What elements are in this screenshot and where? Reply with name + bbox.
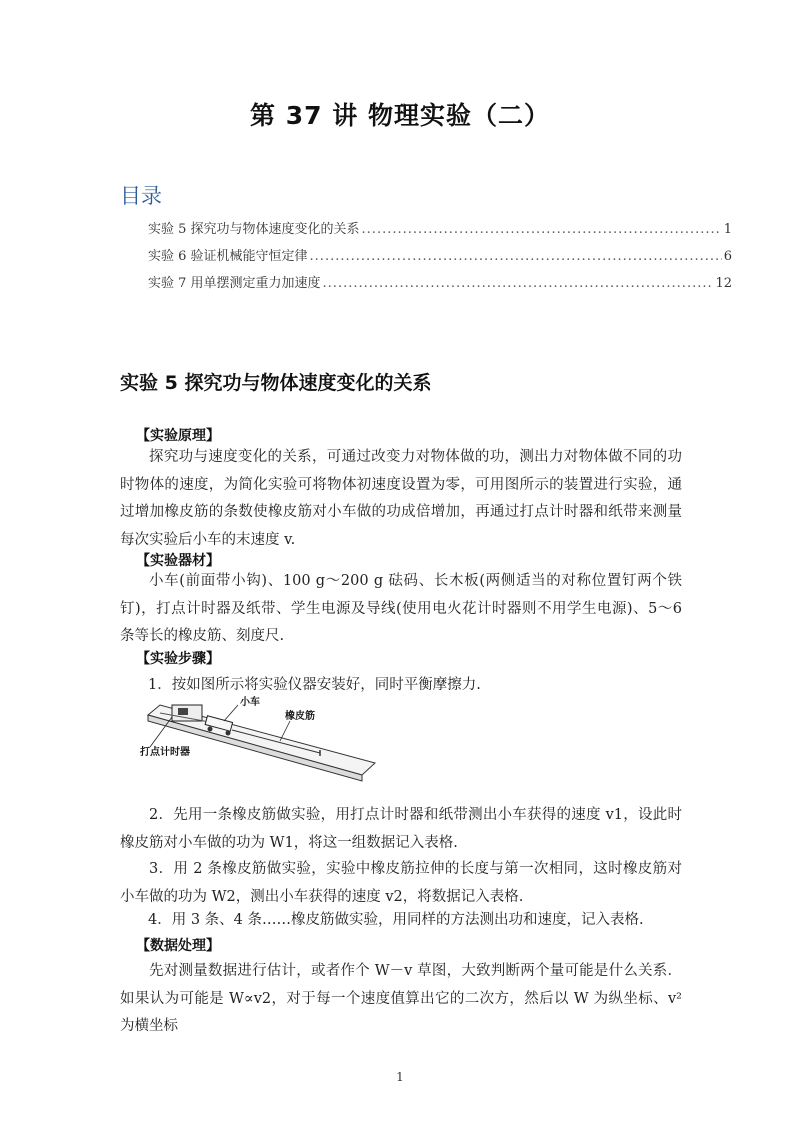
rubber-band-label: 橡皮筋 bbox=[285, 711, 315, 722]
section-heading: 实验 5 探究功与物体速度变化的关系 bbox=[120, 372, 432, 394]
cart-wheel bbox=[208, 727, 213, 732]
toc-entry[interactable] bbox=[148, 218, 732, 237]
equipment-text: 小车(前面带小钩)、100 g～200 g 砝码、长木板(两侧适当的对称位置钉两个铁钉)，打点计时器及纸带、学生电源及导线(使用电火花计时器则不用学生电源)、5～6 条等长的橡皮筋、刻度尺. bbox=[120, 573, 682, 645]
step-1: 1．按如图所示将实验仪器安装好，同时平衡摩擦力. bbox=[148, 677, 481, 693]
step-2: 2．先用一条橡皮筋做实验，用打点计时器和纸带测出小车获得的速度 v1，设此时橡皮筋对小车做的功为 W1，将这一组数据记入表格. bbox=[120, 807, 682, 851]
toc-entry-label: 实验 5 探究功与物体速度变化的关系 bbox=[148, 222, 360, 237]
step-4: 4．用 3 条、4 条……橡皮筋做实验，用同样的方法测出功和速度，记入表格. bbox=[148, 912, 644, 928]
step-3: 3．用 2 条橡皮筋做实验，实验中橡皮筋拉伸的长度与第一次相同，这时橡皮筋对小车做的功为 W2，测出小车获得的速度 v2，将数据记入表格. bbox=[120, 861, 682, 905]
page-title: 第 37 讲 物理实验（二） bbox=[250, 101, 550, 130]
cart-label: 小车 bbox=[240, 697, 260, 708]
toc-entry[interactable] bbox=[148, 272, 732, 291]
cart-wheel bbox=[226, 731, 231, 736]
principle-heading: 【实验原理】 bbox=[136, 428, 220, 444]
toc-entry-label: 实验 7 用单摆测定重力加速度 bbox=[148, 276, 321, 291]
steps-heading: 【实验步骤】 bbox=[136, 651, 220, 667]
equipment-heading: 【实验器材】 bbox=[136, 553, 220, 569]
toc-entry-label: 实验 6 验证机械能守恒定律 bbox=[148, 249, 308, 264]
toc-entry[interactable] bbox=[148, 245, 732, 264]
apparatus-figure bbox=[140, 695, 380, 790]
toc-leader bbox=[362, 222, 722, 237]
toc-entry-page: 1 bbox=[723, 222, 732, 237]
toc-entry-page: 12 bbox=[715, 276, 732, 291]
timer-detail bbox=[178, 708, 188, 715]
principle-text: 探究功与速度变化的关系，可通过改变力对物体做的功，测出力对物体做不同的功时物体的速度，为简化实验可将物体初速度设置为零，可用图所示的装置进行实验，通过增加橡皮筋的条数使橡皮筋对小车做的功成倍增加，再通过打点计时器和纸带来测量每次实验后小车的末速度 v. bbox=[120, 449, 682, 548]
toc-heading: 目录 bbox=[120, 184, 162, 208]
cart-leader bbox=[224, 705, 238, 721]
timer-label: 打点计时器 bbox=[140, 747, 190, 758]
toc-leader bbox=[323, 276, 714, 291]
rubber-leader bbox=[280, 721, 290, 741]
toc-leader bbox=[310, 249, 722, 264]
toc-entry-page: 6 bbox=[723, 249, 732, 264]
page-number: 1 bbox=[396, 1070, 404, 1084]
data-processing-text: 先对测量数据进行估计，或者作个 W－v 草图，大致判断两个量可能是什么关系．如果认为可能是 W∝v2，对于每一个速度值算出它的二次方，然后以 W 为纵坐标、v² 为横坐标 bbox=[120, 963, 682, 1035]
data-processing-heading: 【数据处理】 bbox=[136, 938, 220, 954]
